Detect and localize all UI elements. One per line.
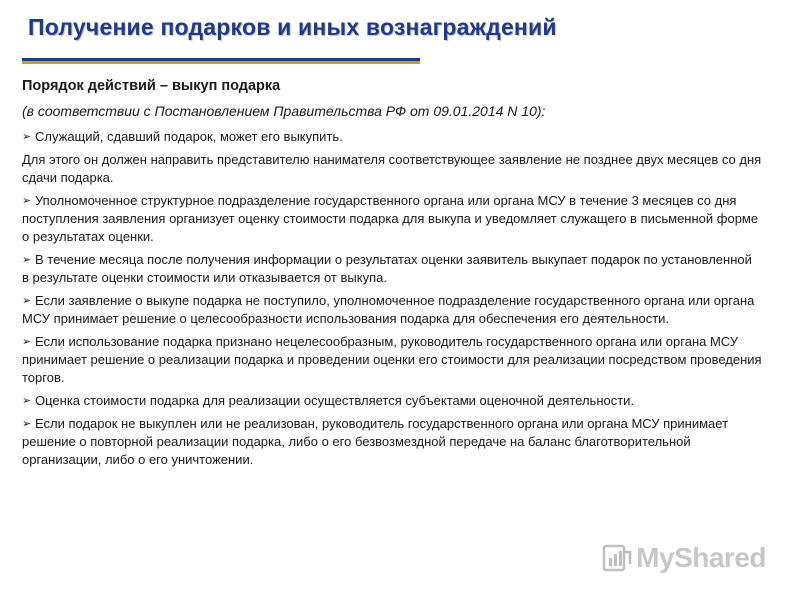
list-item-text: Если подарок не выкуплен или не реализован, руководитель государственного органа или органа МСУ принимает решение о повторной реализации подарка, либо о его безвозмездной передаче на баланс благотворительной организации, либо о его уничтожении. bbox=[22, 416, 729, 467]
slide-body bbox=[22, 78, 762, 474]
list-item bbox=[22, 392, 762, 410]
legal-reference: (в соответствии с Постановлением Правительства РФ от 09.01.2014 N 10): bbox=[22, 103, 546, 119]
myshared-logo-icon bbox=[602, 543, 632, 573]
list-item-text: В течение месяца после получения информации о результатах оценки заявитель выкупает подарок по установленной в результате оценки стоимости или отказывается от выкупа. bbox=[22, 252, 752, 285]
list-item-text: Для этого он должен направить представителю нанимателя соответствующее заявление не позднее двух месяцев со дня сдачи подарка. bbox=[22, 152, 762, 185]
list-item bbox=[22, 333, 762, 387]
arrow-bullet-icon: ➢ bbox=[22, 254, 32, 266]
list-item-text: Служащий, сдавший подарок, может его выкупить. bbox=[35, 129, 343, 144]
arrow-bullet-icon: ➢ bbox=[22, 418, 32, 430]
list-item-text: Если использование подарка признано нецелесообразным, руководитель государственного органа или органа МСУ принимает решение о реализации подарка и проведении оценки его стоимости для реализации посредством проведения торгов. bbox=[22, 334, 762, 385]
list-item bbox=[22, 128, 762, 146]
list-item bbox=[22, 251, 762, 287]
list-item-text: Уполномоченное структурное подразделение государственного органа или органа МСУ в течение 3 месяцев со дня поступления заявления организует оценку стоимости подарка для выкупа и уведомляет служащего в письменной форме о результатах оценки. bbox=[22, 193, 759, 244]
arrow-bullet-icon: ➢ bbox=[22, 295, 32, 307]
slide-title: Получение подарков и иных вознаграждений bbox=[28, 14, 557, 40]
section-heading: Порядок действий – выкуп подарка bbox=[22, 78, 281, 94]
arrow-bullet-icon: ➢ bbox=[22, 395, 32, 407]
list-item bbox=[22, 192, 762, 246]
arrow-bullet-icon: ➢ bbox=[22, 195, 32, 207]
list-item bbox=[22, 151, 762, 187]
title-underline bbox=[22, 58, 420, 64]
list-item bbox=[22, 292, 762, 328]
watermark-text: MyShared bbox=[636, 542, 766, 573]
arrow-bullet-icon: ➢ bbox=[22, 336, 32, 348]
list-item-text: Оценка стоимости подарка для реализации осуществляется субъектами оценочной деятельности. bbox=[35, 393, 635, 408]
watermark bbox=[602, 542, 766, 574]
list-item bbox=[22, 415, 762, 469]
list-item-text: Если заявление о выкупе подарка не поступило, уполномоченное подразделение государственного органа или органа МСУ принимает решение о целесообразности использования подарка для обеспечения его деятельности. bbox=[22, 293, 755, 326]
title-underline-gold bbox=[22, 61, 420, 64]
arrow-bullet-icon: ➢ bbox=[22, 131, 32, 143]
